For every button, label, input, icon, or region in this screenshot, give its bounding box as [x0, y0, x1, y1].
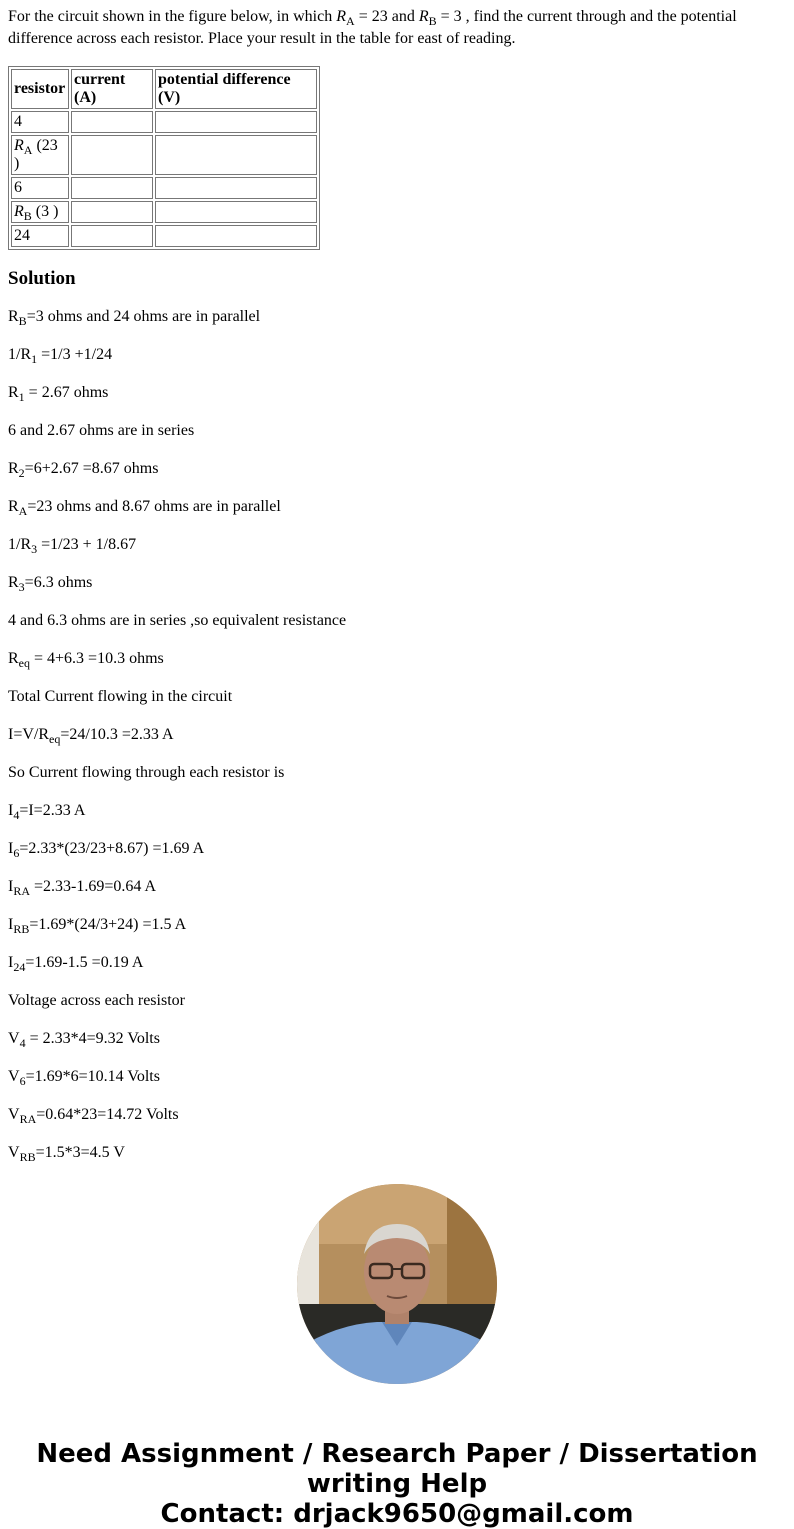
table-row	[11, 135, 317, 175]
solution-line: $V_{RA}=0.64*23=14.72$ Volts	[8, 1106, 179, 1126]
voltage-cell	[155, 177, 317, 199]
solution-heading: Solution	[8, 268, 76, 289]
current-cell	[71, 177, 153, 199]
results-table	[8, 66, 320, 250]
solution-line: $R_2=6+2.67 =8.67$ ohms	[8, 460, 159, 480]
voltage-cell	[155, 135, 317, 175]
solution-line: $I_4=I=2.33$ A	[8, 802, 86, 822]
resistor-cell: 24	[11, 225, 69, 247]
rb-symbol: R	[418, 8, 429, 25]
ra-symbol: R	[336, 8, 347, 25]
solution-line: $I_{RB}=1.69*(24/3+24) =1.5$ A	[8, 916, 187, 936]
header-potential-difference: potential difference (V)	[155, 69, 317, 109]
solution-line: $R_1 = 2.67$ ohms	[8, 384, 109, 404]
ra-symbol: R	[14, 137, 24, 154]
contact-line: Contact: drjack9650@gmail.com	[160, 1499, 634, 1529]
author-photo	[297, 1184, 497, 1384]
table-row	[11, 111, 317, 133]
resistor-cell	[11, 135, 69, 175]
rb-symbol: R	[14, 203, 24, 220]
table-row	[11, 201, 317, 223]
solution-line: $R_{eq} = 4+6.3 =10.3$ ohms	[8, 650, 164, 670]
rb-value: (3 )	[31, 203, 59, 220]
solution-line: Voltage across each resistor	[8, 992, 185, 1009]
contact-banner	[8, 1439, 786, 1529]
table-row	[11, 225, 317, 247]
ra-subscript: A	[346, 14, 355, 28]
solution-line: $1/R_1 =1/3 +1/24$	[8, 346, 113, 366]
author-photo-container	[8, 1184, 786, 1389]
solution-line: $R_3=6.3$ ohms	[8, 574, 93, 594]
header-resistor: resistor	[11, 69, 69, 109]
solution-steps	[8, 306, 786, 1164]
resistor-cell	[11, 201, 69, 223]
solution-line: $V_{RB}=1.5*3=4.5$ V	[8, 1144, 125, 1164]
header-current: current (A)	[71, 69, 153, 109]
ra-subscript: A	[23, 143, 33, 157]
voltage-cell	[155, 201, 317, 223]
current-cell	[71, 201, 153, 223]
banner-line: Need Assignment / Research Paper / Dissertation writing Help	[36, 1439, 758, 1499]
voltage-cell	[155, 111, 317, 133]
solution-line: $R_A=23$ ohms and 8.67 ohms are in parallel	[8, 498, 281, 518]
solution-line: $1/R_3 =1/23 + 1/8.67$	[8, 536, 137, 556]
table-header-row	[11, 69, 317, 109]
intro-text: = 3 , find the current through and the potential difference across each resistor. Place your result in the table for east of reading.	[8, 8, 737, 47]
solution-line: $I_6=2.33*(23/23+8.67) =1.69$ A	[8, 840, 205, 860]
current-cell	[71, 225, 153, 247]
intro-text: For the circuit shown in the figure below, in which	[8, 8, 337, 25]
solution-line: $V_6=1.69*6=10.14$ Volts	[8, 1068, 160, 1088]
rb-subscript: B	[23, 209, 32, 223]
solution-line: 4 and 6.3 ohms are in series ,so equivalent resistance	[8, 612, 347, 629]
current-cell	[71, 111, 153, 133]
rb-subscript: B	[428, 14, 437, 28]
solution-line: $R_B=3$ ohms and 24 ohms are in parallel	[8, 308, 261, 328]
problem-statement	[8, 6, 786, 50]
intro-text: = 23 and	[354, 8, 419, 25]
voltage-cell	[155, 225, 317, 247]
table-row	[11, 177, 317, 199]
solution-line: $I_{RA} =2.33-1.69=0.64$ A	[8, 878, 157, 898]
solution-line: 6 and 2.67 ohms are in series	[8, 422, 195, 439]
solution-line: $V_4 = 2.33*4=9.32$ Volts	[8, 1030, 160, 1050]
solution-line: $I_{24}=1.69-1.5 =0.19$ A	[8, 954, 144, 974]
solution-line: So Current flowing through each resistor is	[8, 764, 285, 781]
current-cell	[71, 135, 153, 175]
resistor-cell: 6	[11, 177, 69, 199]
resistor-cell: 4	[11, 111, 69, 133]
ra-value: (23 )	[14, 137, 58, 172]
solution-line: $I=V/R_{eq}=24/10.3 =2.33$ A	[8, 726, 174, 746]
solution-line: Total Current flowing in the circuit	[8, 688, 233, 705]
